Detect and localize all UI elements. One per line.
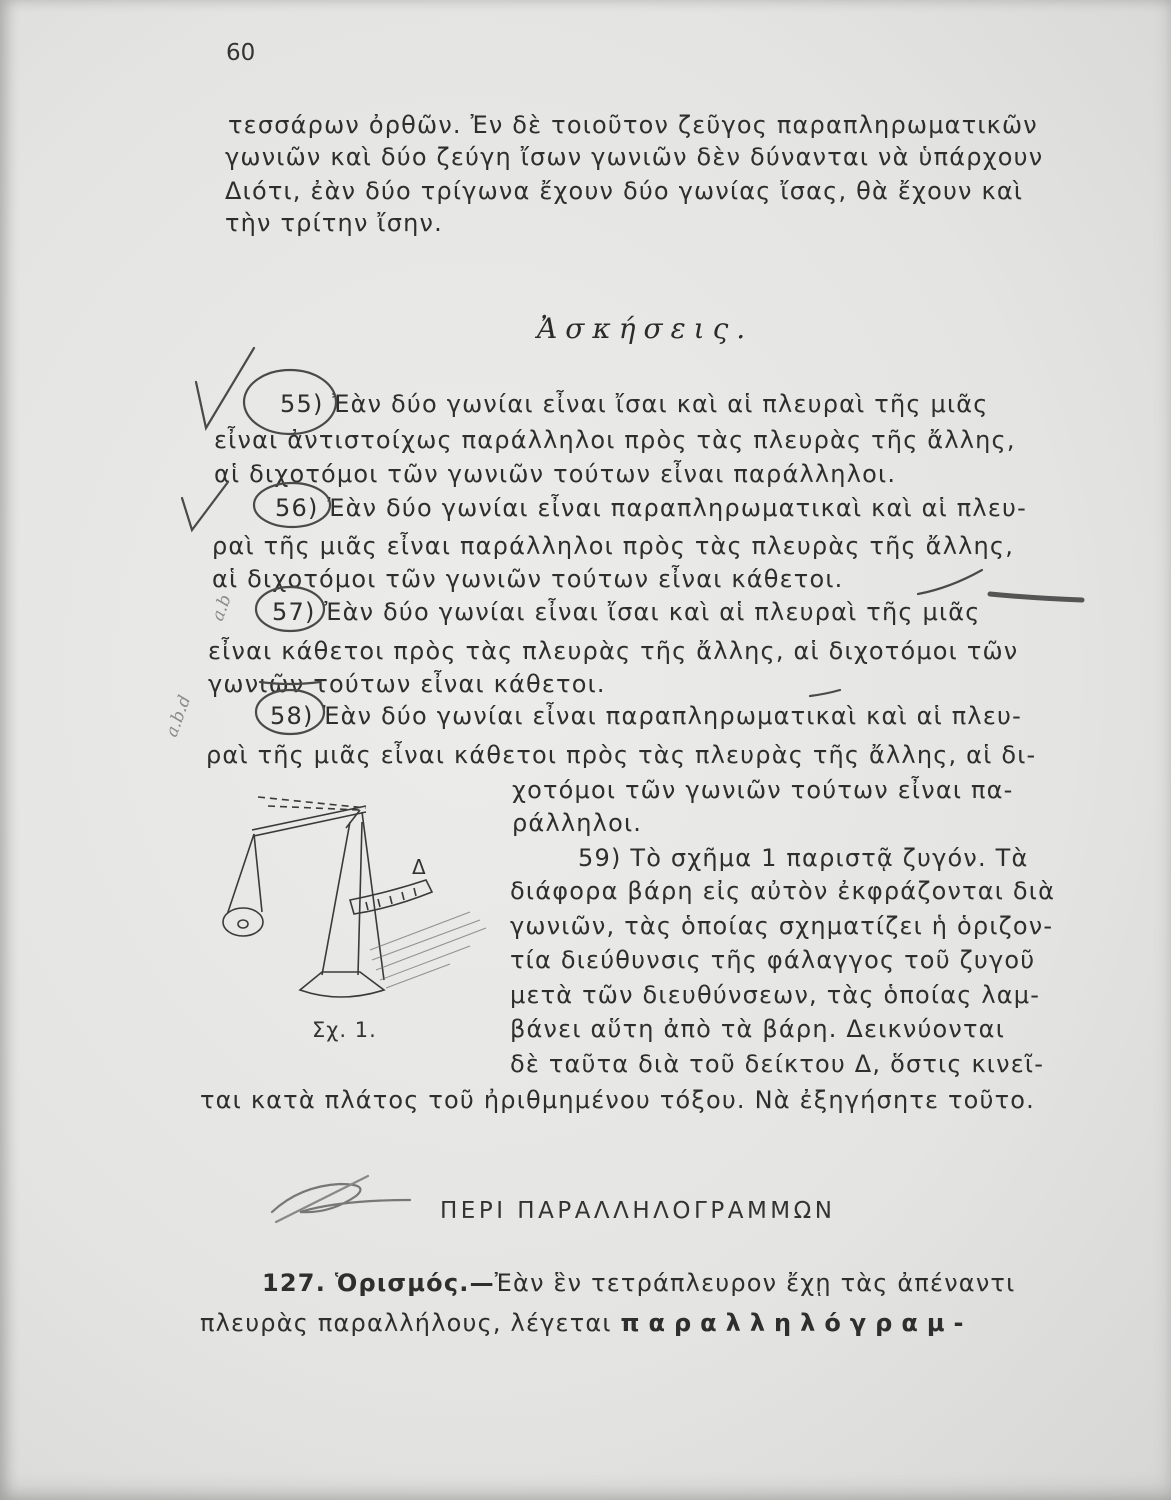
exercise-line: αἱ διχοτόμοι τῶν γωνιῶν τούτων εἶναι κάθετοι. xyxy=(212,565,844,593)
exercise-line: δὲ ταῦτα διὰ τοῦ δείκτου Δ, ὅστις κινεῖ- xyxy=(510,1050,1045,1078)
exercise-line: γωνιῶν, τὰς ὁποίας σχηματίζει ἡ ὁριζον- xyxy=(510,912,1054,940)
exercise-line: γωνιῶν τούτων εἶναι κάθετοι. xyxy=(208,670,606,698)
checkmark-icon xyxy=(182,482,228,530)
intro-line: Διότι, ἐὰν δύο τρίγωνα ἔχουν δύο γωνίας ἴσας, θὰ ἔχουν καὶ xyxy=(225,177,1024,205)
underline-mark xyxy=(260,682,320,684)
exercise-line: 57) Ἐὰν δύο γωνίαι εἶναι ἴσαι καὶ αἱ πλευραὶ τῆς μιᾶς xyxy=(272,598,981,626)
exercise-line: 59) Τὸ σχῆμα 1 παριστᾷ ζυγόν. Τὰ xyxy=(578,844,1029,872)
exercise-line: ται κατὰ πλάτος τοῦ ἠριθμημένου τόξου. Νὰ ἐξηγήσητε τοῦτο. xyxy=(200,1086,1036,1114)
exercise-line: ραὶ τῆς μιᾶς εἶναι κάθετοι πρὸς τὰς πλευρὰς τῆς ἄλλης, αἱ δι- xyxy=(206,741,1037,769)
exercise-line: τία διεύθυνσις τῆς φάλαγγος τοῦ ζυγοῦ xyxy=(510,946,1036,974)
circle-mark xyxy=(244,370,336,434)
intro-line: τεσσάρων ὀρθῶν. Ἐν δὲ τοιοῦτον ζεῦγος παραπληρωματικῶν xyxy=(228,111,1038,139)
exercise-line: διάφορα βάρη εἰς αὐτὸν ἐκφράζονται διὰ xyxy=(510,877,1056,905)
exercise-line: μετὰ τῶν διευθύνσεων, τὰς ὁποίας λαμ- xyxy=(510,981,1041,1009)
section-title: ΠΕΡΙ ΠΑΡΑΛΛΗΛΟΓΡΑΜΜΩΝ xyxy=(440,1198,836,1224)
definition-number: 127. xyxy=(262,1269,327,1297)
intro-line: τὴν τρίτην ἴσην. xyxy=(225,209,443,237)
margin-note: a.b.d xyxy=(161,692,196,740)
exercise-line: εἶναι ἀντιστοίχως παράλληλοι πρὸς τὰς πλευρὰς τῆς ἄλλης, xyxy=(214,426,1016,454)
circle-mark xyxy=(256,587,324,631)
underline-mark xyxy=(810,690,840,696)
pointer-label: Δ xyxy=(412,855,426,879)
exercise-line: αἱ διχοτόμοι τῶν γωνιῶν τούτων εἶναι παράλληλοι. xyxy=(214,460,897,488)
checkmark-icon xyxy=(196,348,254,428)
margin-note: a.b xyxy=(207,592,236,624)
exercise-line: 58) Ἐὰν δύο γωνίαι εἶναι παραπληρωματικαὶ καὶ αἱ πλευ- xyxy=(270,702,1022,730)
exercise-line: βάνει αὕτη ἀπὸ τὰ βάρη. Δεικνύονται xyxy=(510,1015,1006,1043)
underline-mark xyxy=(918,570,982,594)
underline-mark xyxy=(990,594,1082,600)
exercises-heading: Ἀσκήσεις. xyxy=(537,312,754,345)
exercise-line: χοτόμοι τῶν γωνιῶν τούτων εἶναι πα- xyxy=(512,776,1014,804)
intro-line: γωνιῶν καὶ δύο ζεύγη ἴσων γωνιῶν δὲν δύνανται νὰ ὑπάρχουν xyxy=(225,143,1044,171)
figure-caption: Σχ. 1. xyxy=(312,1018,377,1042)
definition-spaced-term: παραλληλόγραμ- xyxy=(620,1309,973,1337)
definition-term: Ὁρισμός.— xyxy=(334,1269,495,1297)
circle-mark xyxy=(254,483,330,527)
circle-mark xyxy=(256,690,324,734)
scribble-mark xyxy=(272,1184,410,1212)
definition-text: πλευρὰς παραλλήλους, λέγεται xyxy=(200,1309,612,1337)
exercise-line: εἶναι κάθετοι πρὸς τὰς πλευρὰς τῆς ἄλλης, αἱ διχοτόμοι τῶν xyxy=(208,637,1019,665)
exercise-line: 55) Ἐὰν δύο γωνίαι εἶναι ἴσαι καὶ αἱ πλευραὶ τῆς μιᾶς xyxy=(280,390,989,418)
exercise-line: ραὶ τῆς μιᾶς εἶναι παράλληλοι πρὸς τὰς πλευρὰς τῆς ἄλλης, xyxy=(212,532,1015,560)
exercise-line: 56) Ἐὰν δύο γωνίαι εἶναι παραπληρωματικαὶ καὶ αἱ πλευ- xyxy=(275,494,1027,522)
exercise-line: ράλληλοι. xyxy=(512,809,643,837)
page-number: 60 xyxy=(226,40,256,66)
definition-text: Ἐὰν ἓν τετράπλευρον ἔχῃ τὰς ἀπέναντι xyxy=(494,1269,1016,1297)
